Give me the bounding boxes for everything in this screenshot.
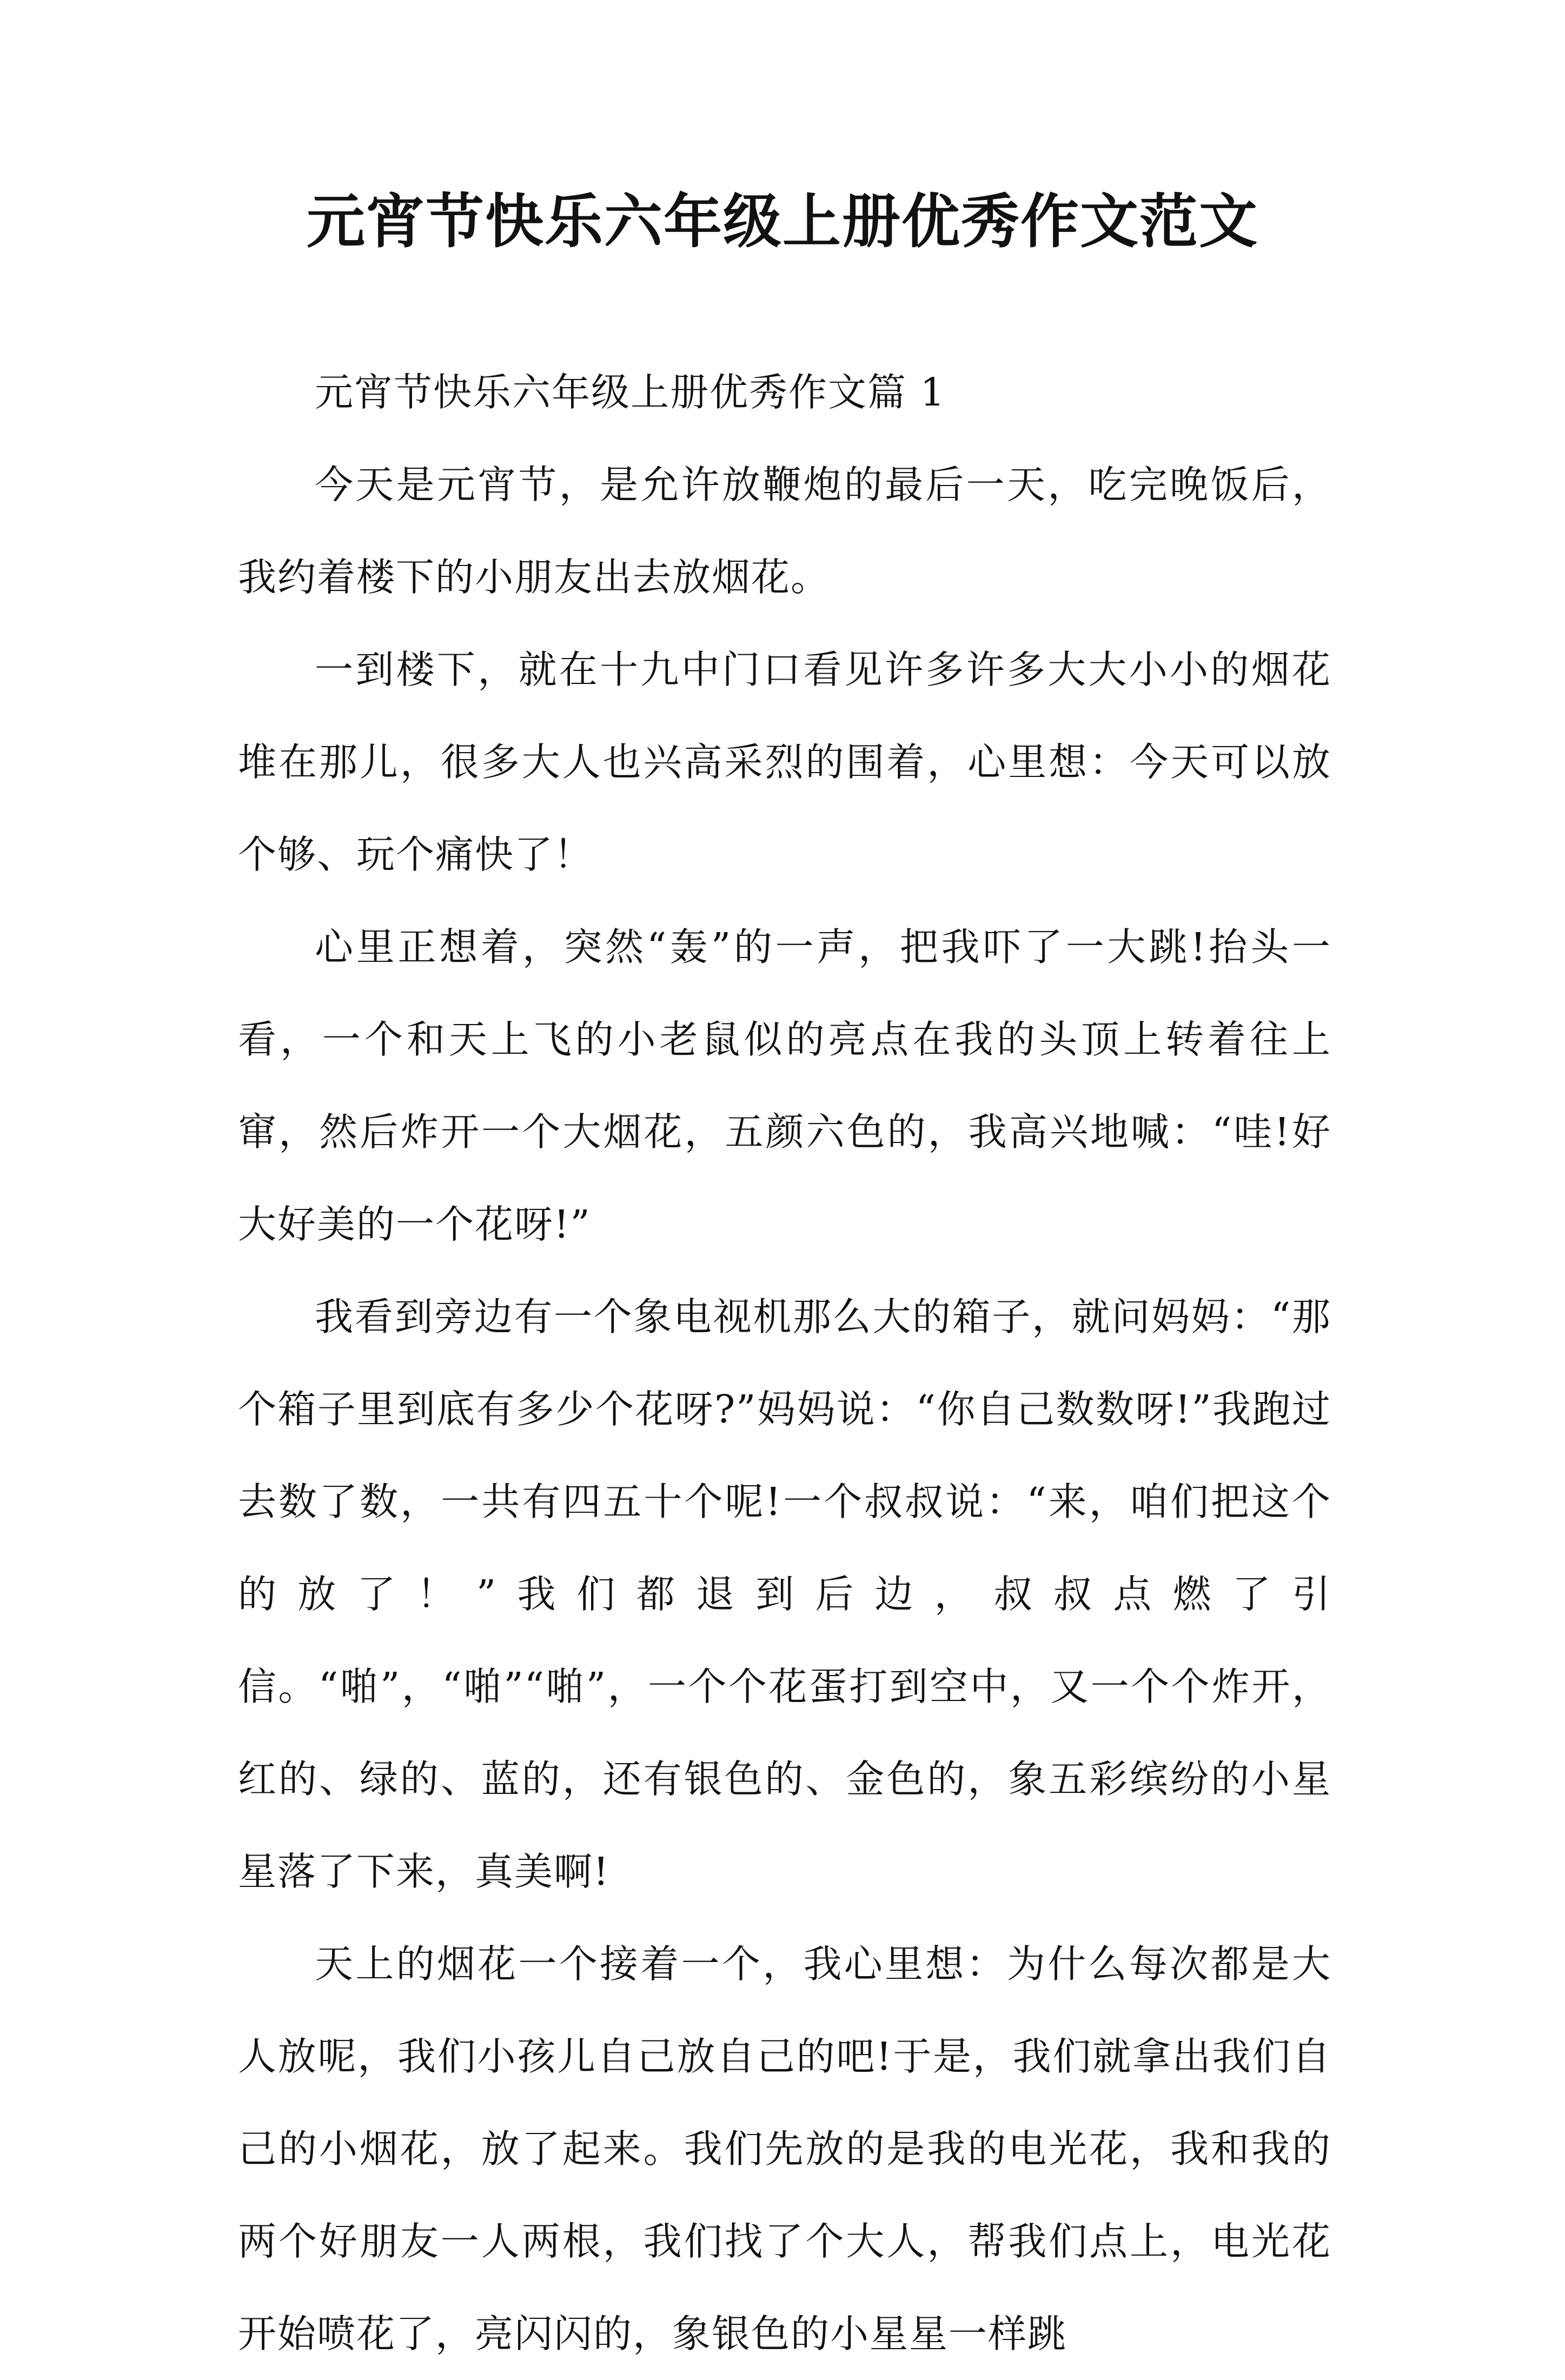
paragraph-3: 心里正想着，突然“轰”的一声，把我吓了一大跳!抬头一看，一个和天上飞的小老鼠似的亮点在我的头顶上转着往上窜，然后炸开一个大烟花，五颜六色的，我高兴地喊：“哇!好大好美的一个花呀!” xyxy=(238,925,1331,1247)
document-title: 元宵节快乐六年级上册优秀作文范文 xyxy=(306,188,1258,256)
paragraph-4: 我看到旁边有一个象电视机那么大的箱子，就问妈妈：“那个箱子里到底有多少个花呀?”妈妈说：“你自己数数呀!”我跑过去数了数，一共有四五十个呢!一个叔叔说：“来，咱们把这个的放了！”我们都退到后边，叔叔点燃了引信。“啪”，“啪”“啪”，一个个花蛋打到空中，又一个个炸开，红的、绿的、蓝的，还有银色的、金色的，象五彩缤纷的小星星落了下来，真美啊! xyxy=(238,1294,1331,1894)
paragraph-2: 一到楼下，就在十九中门口看见许多许多大大小小的烟花堆在那儿，很多大人也兴高采烈的围着，心里想：今天可以放个够、玩个痛快了！ xyxy=(238,647,1331,877)
article-subtitle: 元宵节快乐六年级上册优秀作文篇 1 xyxy=(315,370,946,415)
paragraph-5: 天上的烟花一个接着一个，我心里想：为什么每次都是大人放呢，我们小孩儿自己放自己的吧!于是，我们就拿出我们自己的小烟花，放了起来。我们先放的是我的电光花，我和我的两个好朋友一人两根，我们找了个大人，帮我们点上，电光花开始喷花了，亮闪闪的，象银色的小星星一样跳 xyxy=(238,1942,1331,2356)
document-body xyxy=(238,346,1331,2380)
paragraph-1: 今天是元宵节，是允许放鞭炮的最后一天，吃完晚饭后，我约着楼下的小朋友出去放烟花。 xyxy=(238,462,1331,600)
